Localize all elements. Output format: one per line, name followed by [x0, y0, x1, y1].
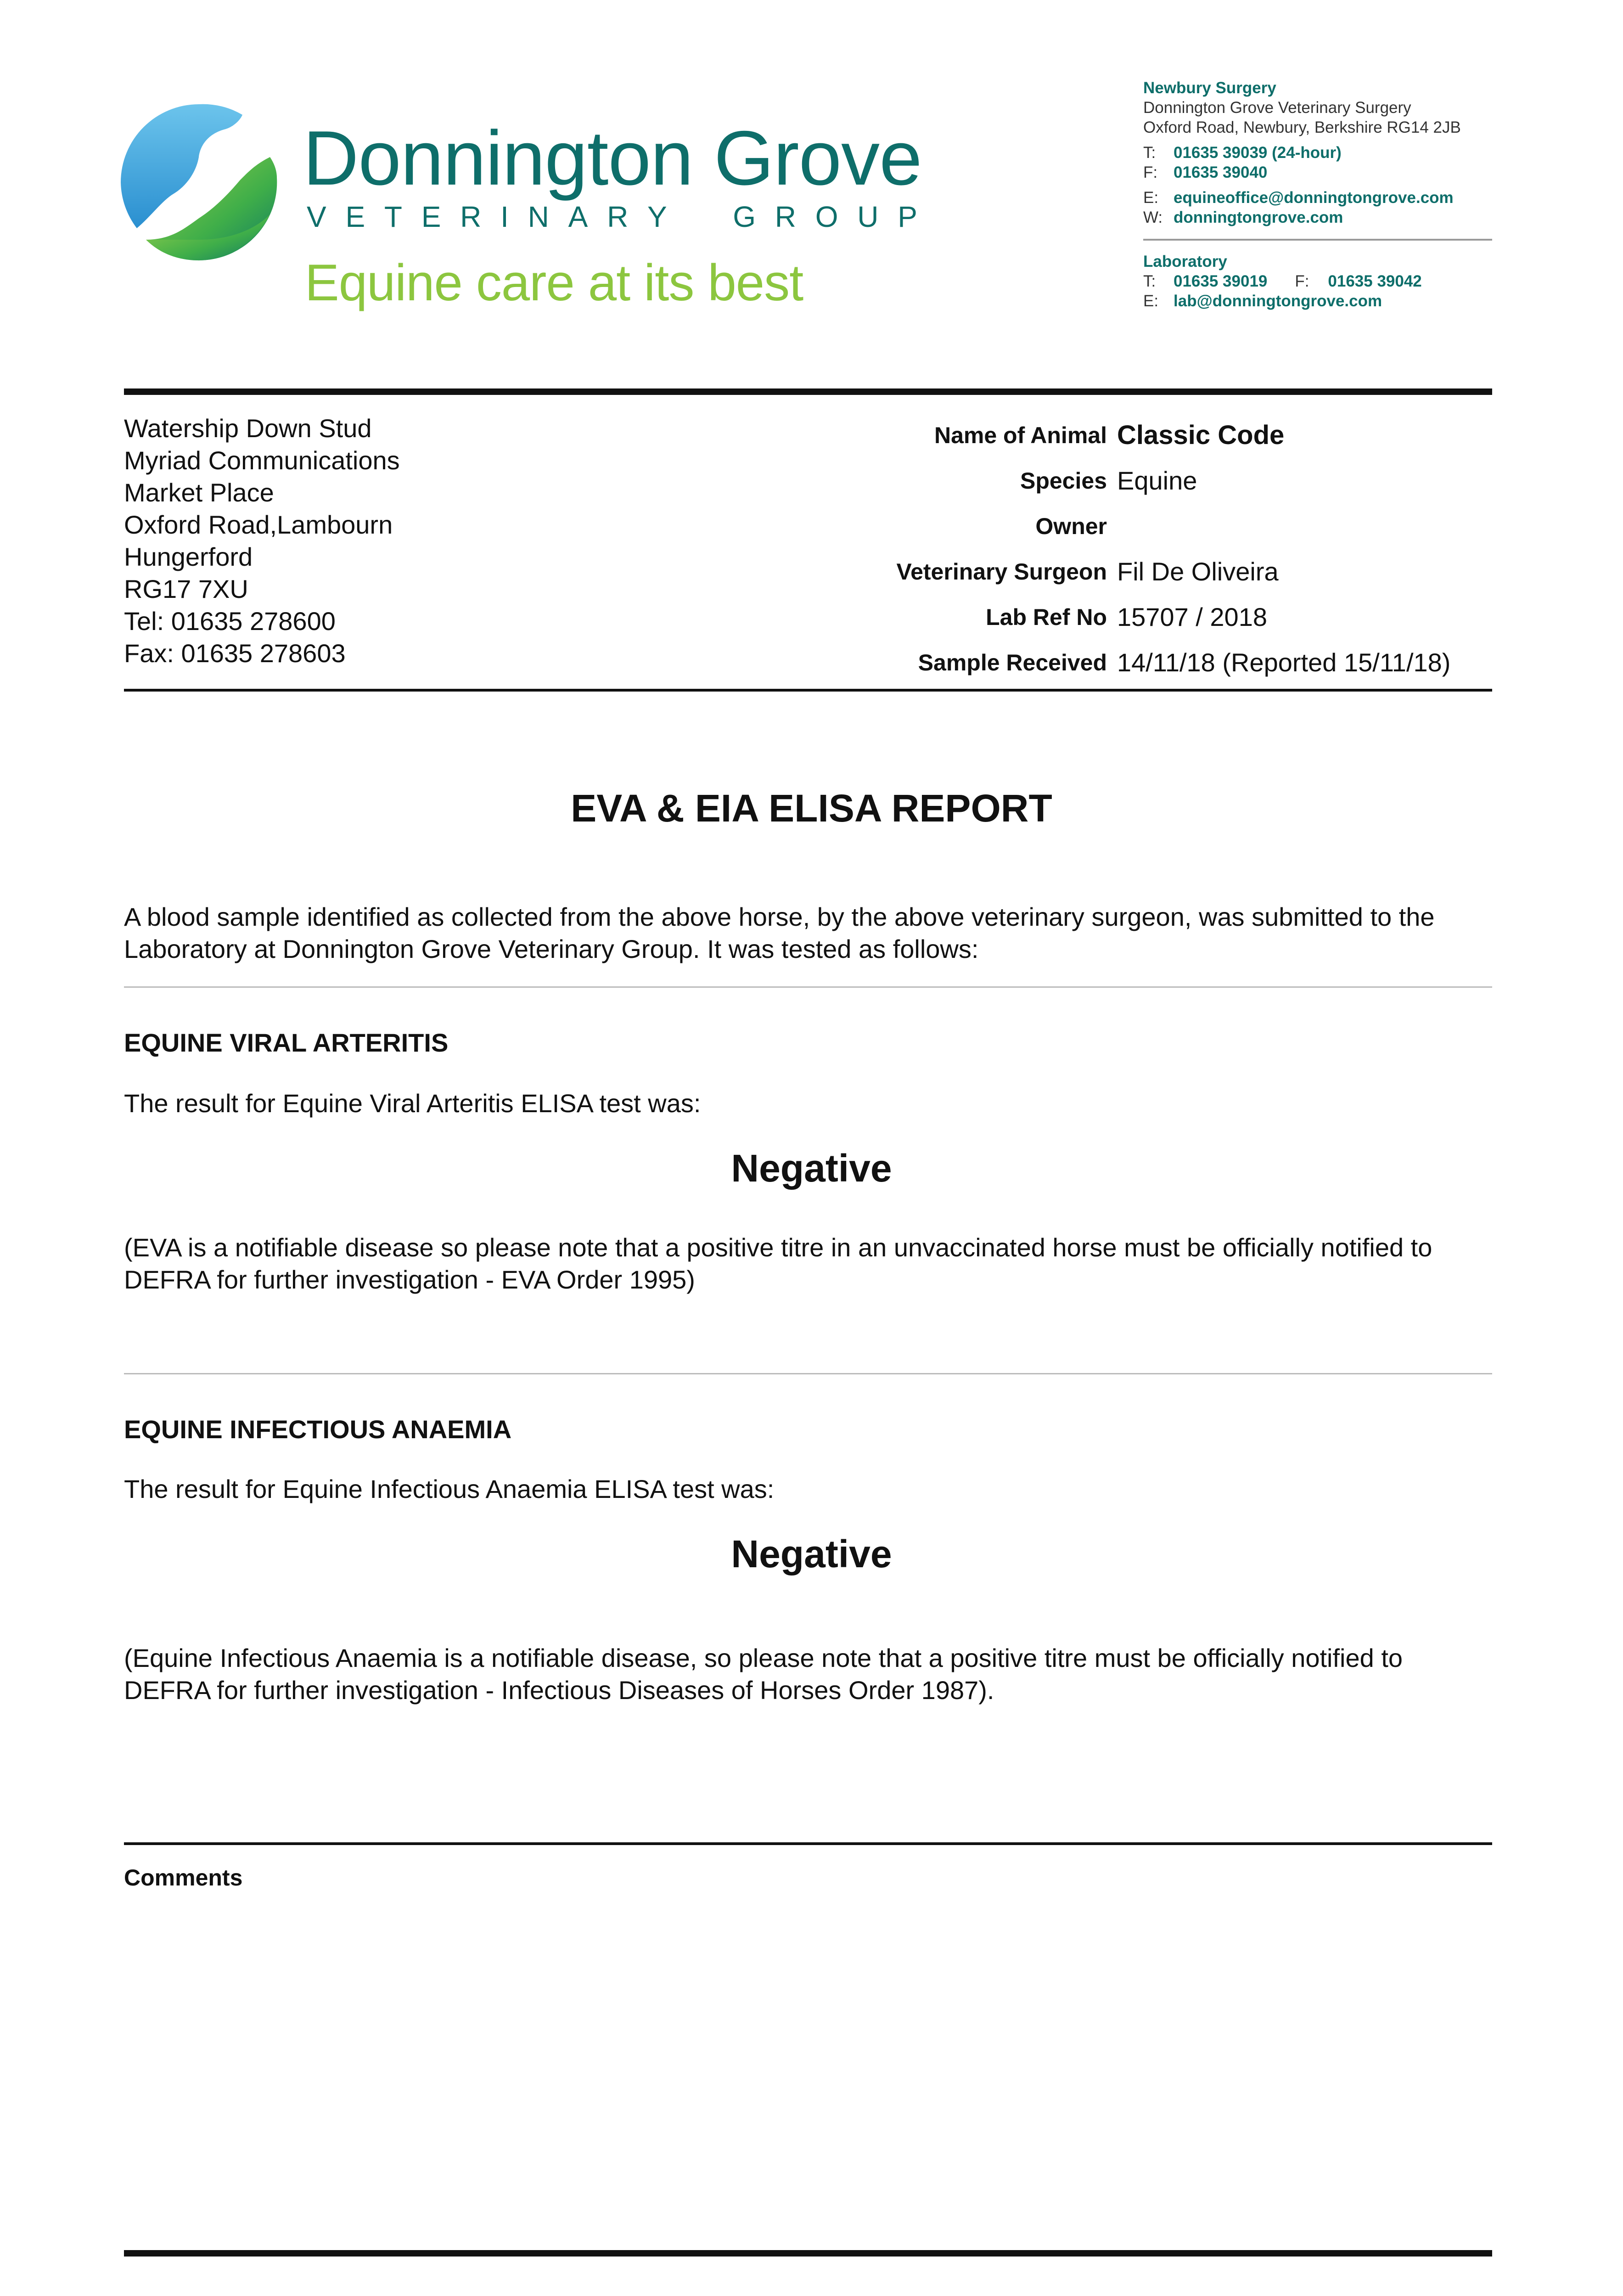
brand-sub-letter: T [384, 200, 402, 233]
laboratory-contact [1143, 252, 1492, 311]
detail-row-owner [803, 503, 1492, 549]
tel-label: T: [1143, 144, 1156, 162]
address-line: RG17 7XU [124, 574, 248, 603]
received-value: 14/11/18 (Reported 15/11/18) [1117, 648, 1451, 677]
brand-sub-letter: E [421, 200, 441, 233]
report-title: EVA & EIA ELISA REPORT [571, 787, 1052, 830]
section-divider [124, 986, 1492, 988]
owner-label: Owner [1035, 513, 1107, 539]
lab-email-label: E: [1143, 292, 1159, 310]
surgery-email: equineoffice@donningtongrove.com [1174, 189, 1454, 207]
eia-note: (Equine Infectious Anaemia is a notifiable disease, so please note that a positive titre must be officially notified to DEFRA for further investigation - Infectious Diseases of Horses Order 1987). [124, 1643, 1403, 1705]
surgery-title: Newbury Surgery [1143, 79, 1276, 97]
surgery-website: donningtongrove.com [1174, 208, 1343, 226]
detail-row-received [803, 640, 1492, 685]
address-line: Fax: 01635 278603 [124, 639, 346, 668]
lab-title: Laboratory [1143, 253, 1227, 270]
address-line: Myriad Communications [124, 446, 400, 475]
sample-details [803, 412, 1492, 685]
species-value: Equine [1117, 466, 1197, 495]
brand-tagline: Equine care at its best [305, 254, 803, 311]
lab-tel-label: T: [1143, 272, 1156, 290]
brand-name: Donnington Grove [303, 115, 922, 201]
brand-sub-letter: A [568, 200, 588, 233]
brand-sub-letter: U [857, 200, 879, 233]
brand-sub-letter: R [607, 200, 629, 233]
eva-heading: EQUINE VIRAL ARTERITIS [124, 1028, 449, 1057]
eva-lead: The result for Equine Viral Arteritis ELISA test was: [124, 1089, 701, 1118]
section-divider [124, 1373, 1492, 1374]
report-intro: A blood sample identified as collected from the above horse, by the above veterinary surgeon, was submitted to the Laboratory at Donnington Grove Veterinary Group. It was tested as follows: [124, 902, 1435, 963]
fax-label: F: [1143, 163, 1158, 181]
brand-sub-letter: R [460, 200, 482, 233]
vet-value: Fil De Oliveira [1117, 557, 1279, 586]
brand-sub-letter: Y [647, 200, 667, 233]
brand-sub-letter: N [528, 200, 549, 233]
eia-lead: The result for Equine Infectious Anaemia ELISA test was: [124, 1474, 775, 1503]
eia-heading: EQUINE INFECTIOUS ANAEMIA [124, 1415, 512, 1444]
contact-divider [1143, 239, 1492, 241]
brand-sub-letter: P [898, 200, 917, 233]
animal-name: Classic Code [1117, 420, 1285, 450]
address-line: Hungerford [124, 542, 253, 571]
brand-sub-letter: I [500, 200, 509, 233]
eva-result: Negative [731, 1147, 892, 1190]
received-label: Sample Received [918, 649, 1107, 675]
comments-label: Comments [124, 1865, 243, 1891]
footer-divider [124, 2250, 1492, 2257]
eia-result: Negative [731, 1532, 892, 1576]
species-label: Species [1020, 467, 1107, 494]
address-line: Market Place [124, 478, 274, 507]
surgery-name: Donnington Grove Veterinary Surgery [1143, 99, 1411, 117]
header-divider [124, 388, 1492, 395]
detail-row-labref [803, 594, 1492, 640]
lab-phone: 01635 39019 [1174, 272, 1268, 290]
email-label: E: [1143, 189, 1159, 207]
eva-note: (EVA is a notifiable disease so please note that a positive titre in an unvaccinated horse must be officially notified to DEFRA for further investigation - EVA Order 1995) [124, 1233, 1432, 1294]
brand-sub-gap [686, 202, 713, 231]
surgery-fax: 01635 39040 [1174, 163, 1268, 181]
address-line: Watership Down Stud [124, 414, 372, 443]
practice-logo [118, 102, 279, 263]
labref-value: 15707 / 2018 [1117, 602, 1267, 631]
detail-row-species [803, 458, 1492, 503]
lab-fax: 01635 39042 [1328, 272, 1422, 290]
web-label: W: [1143, 208, 1163, 226]
animal-label: Name of Animal [934, 422, 1107, 448]
labref-label: Lab Ref No [986, 604, 1107, 630]
brand-sub-letter: R [775, 200, 796, 233]
lab-email: lab@donningtongrove.com [1174, 292, 1382, 310]
brand-sub-letter: G [733, 200, 756, 233]
surgery-contact [1143, 78, 1492, 227]
details-divider [124, 689, 1492, 692]
brand-subtitle [307, 202, 917, 231]
vet-label: Veterinary Surgeon [896, 558, 1107, 585]
detail-row-animal [803, 412, 1492, 458]
brand-sub-letter: E [345, 200, 365, 233]
brand-sub-letter: O [815, 200, 838, 233]
address-line: Tel: 01635 278600 [124, 607, 336, 636]
comments-divider [124, 1842, 1492, 1845]
detail-row-vet [803, 549, 1492, 594]
brand-sub-letter: V [307, 200, 326, 233]
address-line: Oxford Road,Lambourn [124, 510, 393, 539]
surgery-address: Oxford Road, Newbury, Berkshire RG14 2JB [1143, 118, 1461, 136]
surgery-phone: 01635 39039 (24-hour) [1174, 144, 1342, 162]
lab-fax-label: F: [1295, 272, 1309, 290]
client-address [124, 412, 400, 670]
